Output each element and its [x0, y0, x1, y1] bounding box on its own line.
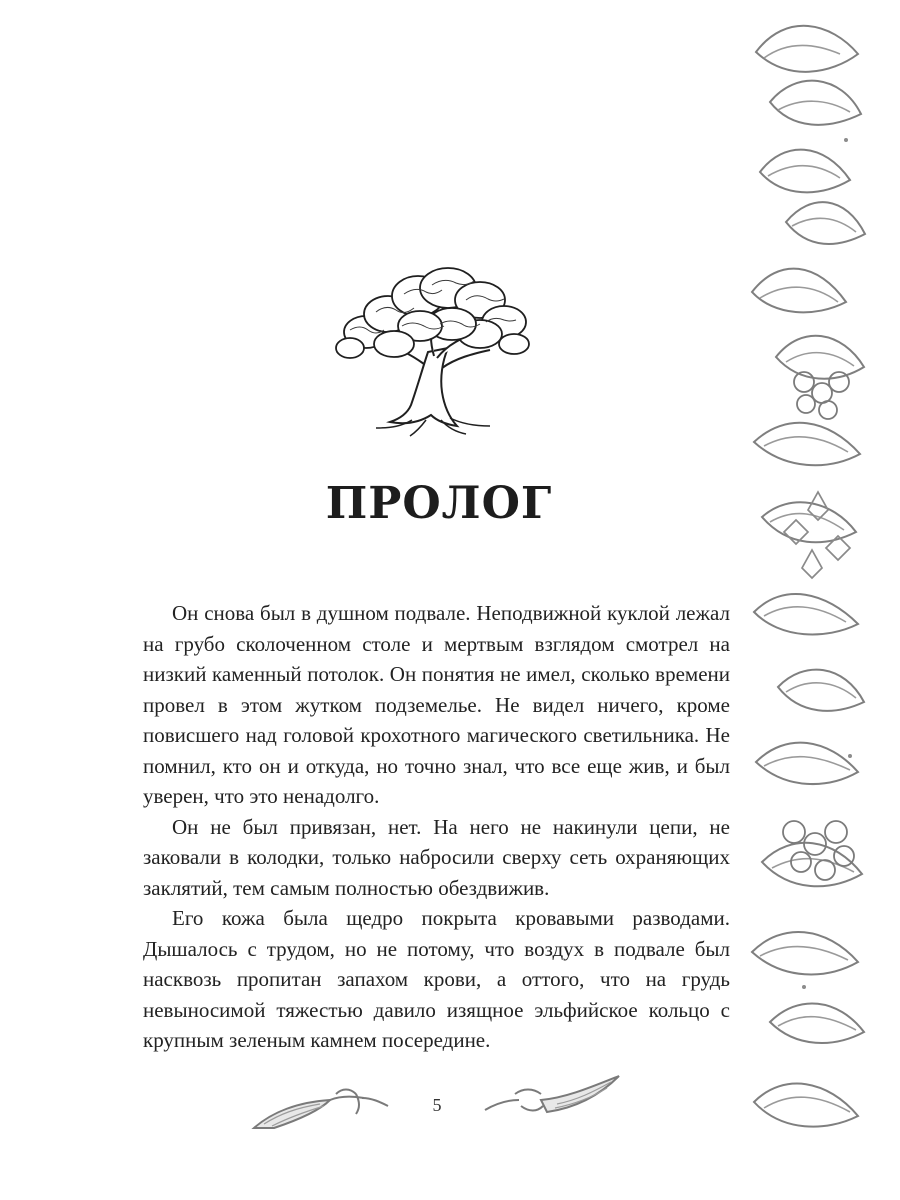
- tree-illustration-icon: [330, 260, 540, 438]
- right-dagger-ornament-icon: [473, 1070, 628, 1130]
- left-dagger-ornament-icon: [248, 1078, 398, 1136]
- paragraph-3: Его кожа была щедро покрыта кровавыми разводами. Дышалось с трудом, но не потому, что воздух в подвале был насквозь пропитан запахом крови, а оттого, что на грудь невыносимой тяжестью давило изящное эльфийское кольцо с крупным зеленым камнем посередине.: [143, 906, 730, 1052]
- paragraph-2: Он не был привязан, нет. На него не накинули цепи, не заковали в колодки, только набросили сверху сеть охраняющих заклятий, тем самым полностью обездвижив.: [143, 814, 730, 900]
- page-number: 5: [432, 1095, 442, 1115]
- chapter-title: ПРОЛОГ: [325, 478, 553, 529]
- chapter-body: [143, 598, 730, 1056]
- paragraph-1: Он снова был в душном подвале. Неподвижной куклой лежал на грубо сколоченном столе и мертвым взглядом смотрел на низкий каменный потолок. Он понятия не имел, сколько времени провел в этом жутком подземелье. Не видел ничего, кроме повисшего над головой крохотного магического светильника. Не помнил, кто он и откуда, но точно знал, что все еще жив, и был уверен, что это ненадолго.: [143, 601, 730, 808]
- floral-border-icon: [746, 12, 870, 1184]
